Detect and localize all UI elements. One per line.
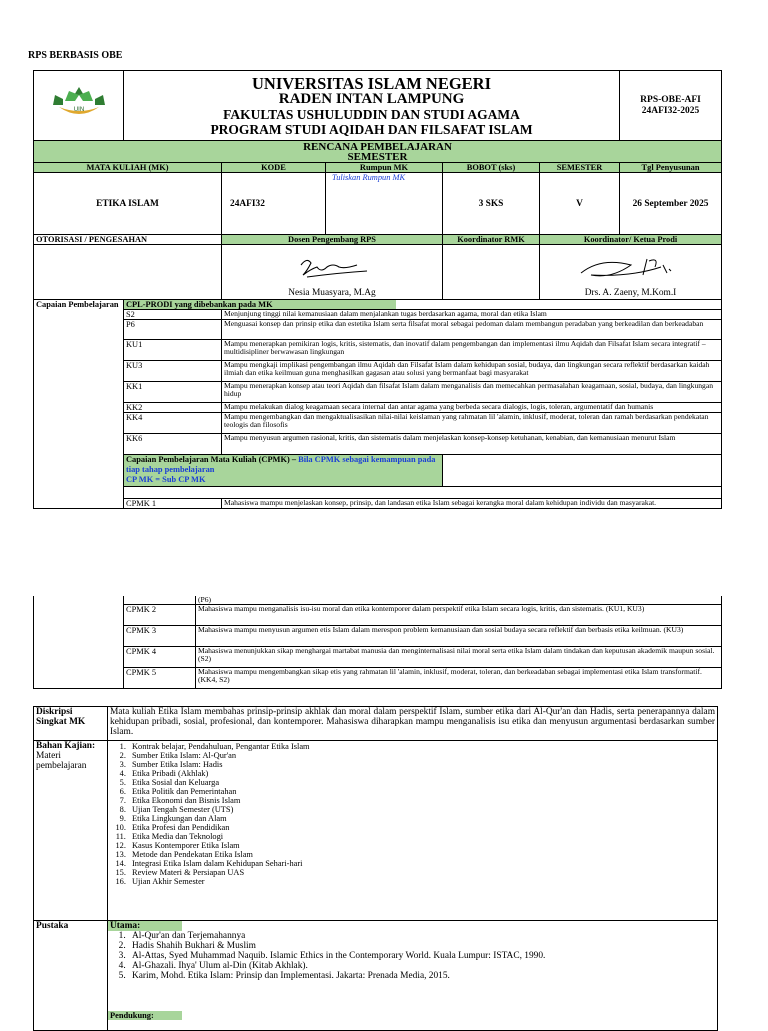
university-header [124, 71, 620, 141]
course-name: ETIKA ISLAM [34, 173, 222, 235]
cpl-code: KU1 [124, 340, 222, 361]
cpmk-text: Mahasiswa mampu menyusun argumen etis Islam dalam merespon problem kemanusiaan dan sosial budaya secara reflektif dan berbasis etika keilmuan. (KU3) [196, 626, 722, 647]
cpl-text: Mampu mengkaji implikasi pengembangan ilmu Aqidah dan Filsafat Islam dalam kehidupan sosial, budaya, dan lingkungan secara reflektif berdasarkan kaidah ilmiah dan etika keilmuan guna menghasilkan gagasan atau solusi yang bermanfaat bagi masyarakat [222, 361, 722, 382]
col-mata-kuliah: MATA KULIAH (MK) [34, 163, 222, 173]
cpmk-continuation: (P6) [196, 596, 722, 605]
document-label: RPS BERBASIS OBE [28, 50, 123, 61]
col-rumpun: Rumpun MK [326, 163, 443, 173]
logo-cell [34, 71, 124, 141]
otorisasi-label: OTORISASI / PENGESAHAN [34, 235, 222, 245]
cpl-text: Mampu menerapkan konsep atau teori Aqidah dan filsafat Islam dalam menganalisis dan memecahkan permasalahan keagamaan, sosial, budaya, dan lingkungan hidup [222, 382, 722, 403]
col-semester: SEMESTER [540, 163, 620, 173]
cpl-code: KK4 [124, 413, 222, 434]
cpmk-continuation-table [33, 596, 722, 689]
list-item: 11. Etika Media dan Teknologi [128, 832, 715, 841]
cpl-code: KK6 [124, 434, 222, 455]
list-item: 2. Hadis Shahih Bukhari & Muslim [128, 941, 717, 951]
list-item: 3. Al-Attas, Syed Muhammad Naquib. Islamic Ethics in the Contemporary World. Kuala Lumpur: ISTAC, 1990. [128, 951, 717, 961]
list-item: 14. Integrasi Etika Islam dalam Kehidupan Sehari-hari [128, 859, 715, 868]
deskripsi-label: Diskripsi Singkat MK [34, 707, 108, 741]
cpmk-text: Mahasiswa mampu mengembangkan sikap etis yang rahmatan lil 'alamin, inklusif, moderat, toleran, dan berkeadaban sebagai implementasi etika Islam transformatif. (KK4, S2) [196, 668, 722, 689]
deskripsi-text: Mata kuliah Etika Islam membahas prinsip-prinsip akhlak dan moral dalam perspektif Islam, sumber etika dari Al-Qur'an dan Hadis, serta penerapannya dalam kehidupan pribadi, sosial, profesional, dan kontemporer. Mahasiswa diharapkan mampu menganalisis isu etika dan menyusun argumentasi berdasarkan sumber Islam. [108, 707, 718, 741]
university-name: UNIVERSITAS ISLAM NEGERI [252, 74, 492, 93]
cpl-text: Mampu melakukan dialog keagamaan secara internal dan antar agama yang berbeda secara dialogis, logis, toleran, argumentatif dan humanis [222, 403, 722, 413]
list-item: 4. Etika Pribadi (Akhlak) [128, 769, 715, 778]
pustaka-list [108, 931, 717, 981]
cpl-text: Menjunjung tinggi nilai kemanusiaan dalam menjalankan tugas berdasarkan agama, moral dan etika Islam [222, 310, 722, 320]
list-item: 5. Etika Sosial dan Keluarga [128, 778, 715, 787]
pustaka-cell [108, 921, 718, 1031]
cpl-text: Menguasai konsep dan prinsip etika dan estetika Islam serta filsafat moral sebagai pedoman dalam membangun peradaban yang berkeadilan dan berkeadaban [222, 320, 722, 340]
list-item: 3. Sumber Etika Islam: Hadis [128, 760, 715, 769]
rps-title: RENCANA PEMBELAJARAN SEMESTER [34, 141, 722, 163]
cpmk-code: CPMK 3 [124, 626, 196, 647]
list-item: 1. Al-Qur'an dan Terjemahannya [128, 931, 717, 941]
rps-main-table [33, 70, 722, 509]
cpmk-code: CPMK 5 [124, 668, 196, 689]
list-item: 13. Metode dan Pendekatan Etika Islam [128, 850, 715, 859]
cpl-text: Mampu menyusun argumen rasional, kritis, dan sistematis dalam menjelaskan konsep-konsep ketuhanan, kenabian, dan kemanusiaan menurut Islam [222, 434, 722, 455]
dosen-signature-cell [222, 245, 443, 300]
cpmk-code: CPMK 2 [124, 605, 196, 626]
list-item: 5. Karim, Mohd. Etika Islam: Prinsip dan Implementasi. Jakarta: Prenada Media, 2015. [128, 971, 717, 981]
list-item: 2. Sumber Etika Islam: Al-Qur'an [128, 751, 715, 760]
list-item: 6. Etika Politik dan Pemerintahan [128, 787, 715, 796]
bahan-list-cell [108, 741, 718, 921]
course-code: 24AFI32 [222, 173, 326, 235]
cpl-code: KK2 [124, 403, 222, 413]
cpmk-code: CPMK 1 [124, 499, 222, 509]
list-item: 16. Ujian Akhir Semester [128, 877, 715, 886]
cpl-code: KU3 [124, 361, 222, 382]
bahan-sublabel: Materi pembelajaran [36, 751, 87, 771]
logo-text: UIN [73, 107, 84, 113]
cpmk-header: Capaian Pembelajaran Mata Kuliah (CPMK) – Bila CPMK sebagai kemampuan pada tiap tahap pembelajaran CP MK = Sub CP MK [124, 455, 443, 487]
capaian-label: Capaian Pembelajaran [34, 300, 124, 509]
dosen-pengembang-header: Dosen Pengembang RPS [222, 235, 443, 245]
list-item: 12. Kasus Kontemporer Etika Islam [128, 841, 715, 850]
cpl-code: KK1 [124, 382, 222, 403]
ketua-prodi-header: Koordinator/ Ketua Prodi [540, 235, 722, 245]
course-bobot: 3 SKS [443, 173, 540, 235]
otorisasi-empty [34, 245, 222, 300]
bahan-label-cell [34, 741, 108, 921]
cpmk-code: CPMK 4 [124, 647, 196, 668]
col-kode: KODE [222, 163, 326, 173]
course-rumpun: Tuliskan Rumpun MK [326, 173, 443, 235]
bahan-label: Bahan Kajian: [36, 741, 96, 751]
pustaka-pendukung-label: Pendukung: [108, 1011, 182, 1020]
list-item: 1. Kontrak belajar, Pendahuluan, Pengantar Etika Islam [128, 742, 715, 751]
list-item: 8. Ujian Tengah Semester (UTS) [128, 805, 715, 814]
pustaka-utama-label: Utama: [108, 921, 182, 931]
deskripsi-table [33, 706, 718, 1031]
pustaka-label: Pustaka [34, 921, 108, 1031]
col-tgl: Tgl Penyusunan [620, 163, 722, 173]
faculty-name: FAKULTAS USHULUDDIN DAN STUDI AGAMA [223, 107, 520, 122]
koordinator-rmk-header: Koordinator RMK [443, 235, 540, 245]
university-logo-icon [49, 81, 109, 125]
cpl-code: S2 [124, 310, 222, 320]
cpmk-text: Mahasiswa mampu menjelaskan konsep, prinsip, dan landasan etika Islam sebagai kerangka moral dalam kehidupan individu dan masyarakat. [222, 499, 722, 509]
university-location: RADEN INTAN LAMPUNG [278, 91, 465, 107]
cpmk-text: Mahasiswa mampu menganalisis isu-isu moral dan etika kontemporer dalam perspektif etika Islam secara logis, kritis, dan sistematis. (KU1, KU3) [196, 605, 722, 626]
cpl-text: Mampu mengembangkan dan mengaktualisasikan nilai-nilai keislaman yang rahmatan lil 'alamin, inklusif, moderat, toleran dan ramah berdasarkan pendekatan teologis dan filosofis [222, 413, 722, 434]
ketua-prodi-name: Drs. A. Zaeny, M.Kom.I [584, 288, 677, 298]
koordinator-rmk-signature [443, 245, 540, 300]
col-bobot: BOBOT (sks) [443, 163, 540, 173]
list-item: 9. Etika Lingkungan dan Alam [128, 814, 715, 823]
course-semester: V [540, 173, 620, 235]
course-date: 26 September 2025 [620, 173, 722, 235]
program-name: PROGRAM STUDI AQIDAH DAN FILSAFAT ISLAM [210, 122, 533, 137]
document-code: RPS-OBE-AFI [640, 94, 701, 105]
signature-2-icon [571, 253, 691, 283]
list-item: 10. Etika Profesi dan Pendidikan [128, 823, 715, 832]
prodi-signature-cell [540, 245, 722, 300]
list-item: 4. Al-Ghazali. Ihya' Ulum al-Din (Kitab Akhlak). [128, 961, 717, 971]
cpmk-text: Mahasiswa menunjukkan sikap menghargai martabat manusia dan menginternalisasi nilai moral serta etika Islam dalam tindakan dan keputusan akademik maupun sosial. (S2) [196, 647, 722, 668]
signature-1-icon [287, 255, 377, 283]
document-code-cell [620, 71, 722, 141]
dosen-name: Nesia Muasyara, M.Ag [288, 288, 376, 298]
cpl-code: P6 [124, 320, 222, 340]
list-item: 15. Review Materi & Persiapan UAS [128, 868, 715, 877]
list-item: 7. Etika Ekonomi dan Bisnis Islam [128, 796, 715, 805]
cpl-header: CPL-PRODI yang dibebankan pada MK [124, 300, 396, 310]
document-version: 24AFI32-2025 [641, 105, 700, 116]
cpl-text: Mampu menerapkan pemikiran logis, kritis, sistematis, dan inovatif dalam pengembangan dan implementasi ilmu Aqidah dan Filsafat Islam secara integratif – multidisipliner berwawasan lingkungan [222, 340, 722, 361]
bahan-list [110, 742, 715, 886]
